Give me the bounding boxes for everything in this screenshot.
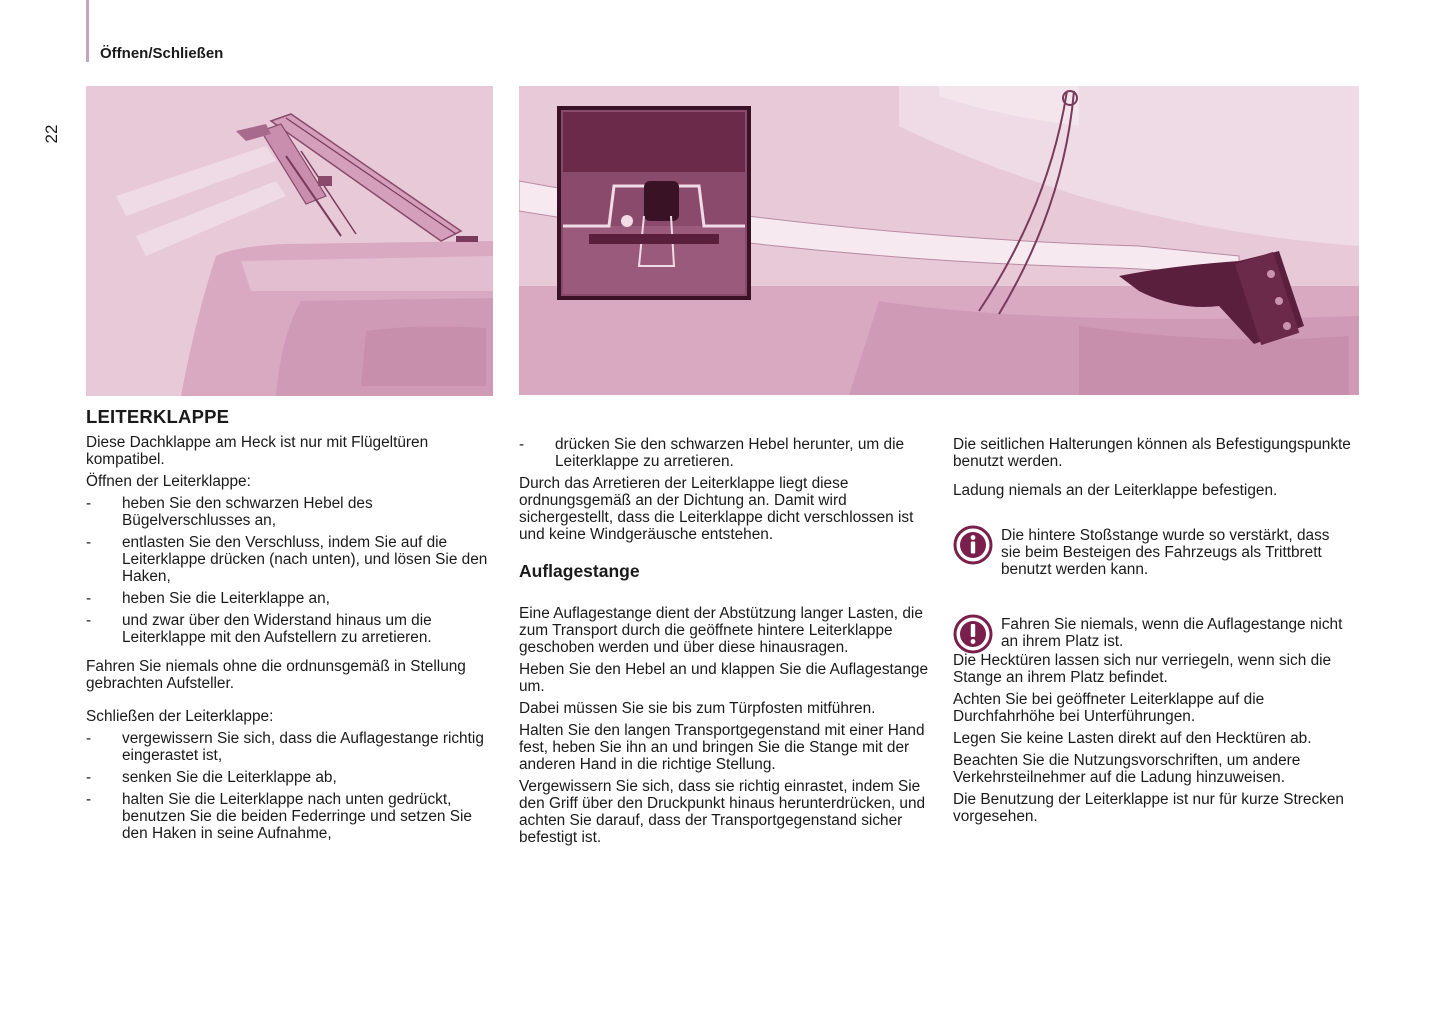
warning-note-text: Fahren Sie niemals, wenn die Auflagestange nicht an ihrem Platz ist. bbox=[1001, 616, 1343, 650]
support-bar-with-hook-inset-illustration bbox=[519, 86, 1359, 395]
seal-paragraph: Durch das Arretieren der Leiterklappe liegt diese ordnungsgemäß an der Dichtung an. Damit wird sichergestellt, dass die Leiterklappe dicht verschlossen ist und keine Windgeräusche entstehen. bbox=[519, 475, 914, 543]
info-icon bbox=[953, 525, 993, 565]
paragraph: Die Benutzung der Leiterklappe ist nur für kurze Strecken vorgesehen. bbox=[953, 791, 1344, 825]
intro-paragraph: Diese Dachklappe am Heck ist nur mit Flügeltüren kompatibel. bbox=[86, 434, 429, 468]
open-label: Öffnen der Leiterklappe: bbox=[86, 473, 251, 490]
open-steps-list bbox=[86, 495, 494, 646]
section-title: Öffnen/Schließen bbox=[100, 45, 224, 62]
column-2 bbox=[519, 436, 929, 851]
paragraph: Eine Auflagestange dient der Abstützung langer Lasten, die zum Transport durch die geöffnete hintere Leiterklappe geschoben werden und über diese hinausragen. bbox=[519, 605, 923, 656]
warning-note bbox=[953, 616, 1353, 652]
page-number: 22 bbox=[42, 124, 61, 144]
lock-steps-list bbox=[519, 436, 929, 470]
column-1 bbox=[86, 408, 494, 847]
paragraph: Beachten Sie die Nutzungsvorschriften, um andere Verkehrsteilnehmer auf die Ladung hinzuweisen. bbox=[953, 752, 1301, 786]
paragraph: Ladung niemals an der Leiterklappe befestigen. bbox=[953, 482, 1278, 499]
warning-paragraph: Fahren Sie niemals ohne die ordnunsgemäß in Stellung gebrachten Aufsteller. bbox=[86, 658, 466, 692]
paragraph: Die Hecktüren lassen sich nur verriegeln, wenn sich die Stange an ihrem Platz befindet. bbox=[953, 652, 1332, 686]
paragraph: Heben Sie den Hebel an und klappen Sie die Auflagestange um. bbox=[519, 661, 929, 695]
margin-rule bbox=[86, 0, 89, 62]
paragraph: Halten Sie den langen Transportgegenstand mit einer Hand fest, heben Sie ihn an und bringen Sie die Stange mit der anderen Hand in die richtige Stellung. bbox=[519, 722, 925, 773]
paragraph: Die seitlichen Halterungen können als Befestigungspunkte benutzt werden. bbox=[953, 436, 1351, 470]
close-steps-list bbox=[86, 730, 494, 842]
list-item: - vergewissern Sie sich, dass die Auflagestange richtig eingerastet ist, bbox=[86, 730, 494, 764]
paragraph: Vergewissern Sie sich, dass sie richtig einrastet, indem Sie den Griff über den Druckpunkt hinaus herunterdrücken, und achten Sie darauf, dass der Transportgegenstand sicher befestigt ist. bbox=[519, 778, 926, 846]
list-item: - drücken Sie den schwarzen Hebel herunter, um die Leiterklappe zu arretieren. bbox=[519, 436, 929, 470]
warning-icon bbox=[953, 614, 993, 654]
list-item: - und zwar über den Widerstand hinaus um die Leiterklappe mit den Aufstellern zu arretieren. bbox=[86, 612, 494, 646]
list-item: - heben Sie die Leiterklappe an, bbox=[86, 590, 494, 607]
close-label: Schließen der Leiterklappe: bbox=[86, 708, 274, 725]
list-item: - halten Sie die Leiterklappe nach unten gedrückt, benutzen Sie die beiden Federringe und setzen Sie den Haken in seine Aufnahme, bbox=[86, 791, 494, 842]
list-item: - heben Sie den schwarzen Hebel des Bügelverschlusses an, bbox=[86, 495, 494, 529]
ladder-flap-heading: LEITERKLAPPE bbox=[86, 406, 230, 427]
ladder-flap-raised-illustration bbox=[86, 86, 493, 396]
paragraph: Legen Sie keine Lasten direkt auf den Hecktüren ab. bbox=[953, 730, 1312, 747]
list-item: - senken Sie die Leiterklappe ab, bbox=[86, 769, 494, 786]
column-3 bbox=[953, 436, 1353, 830]
paragraph: Achten Sie bei geöffneter Leiterklappe auf die Durchfahrhöhe bei Unterführungen. bbox=[953, 691, 1265, 725]
list-item: - entlasten Sie den Verschluss, indem Sie auf die Leiterklappe drücken (nach unten), und lösen Sie den Haken, bbox=[86, 534, 494, 585]
info-note bbox=[953, 527, 1353, 578]
paragraph: Dabei müssen Sie sie bis zum Türpfosten mitführen. bbox=[519, 700, 876, 717]
info-note-text: Die hintere Stoßstange wurde so verstärkt, dass sie beim Besteigen des Fahrzeugs als Trittbrett benutzt werden kann. bbox=[1001, 527, 1330, 578]
support-bar-heading: Auflagestange bbox=[519, 561, 640, 581]
